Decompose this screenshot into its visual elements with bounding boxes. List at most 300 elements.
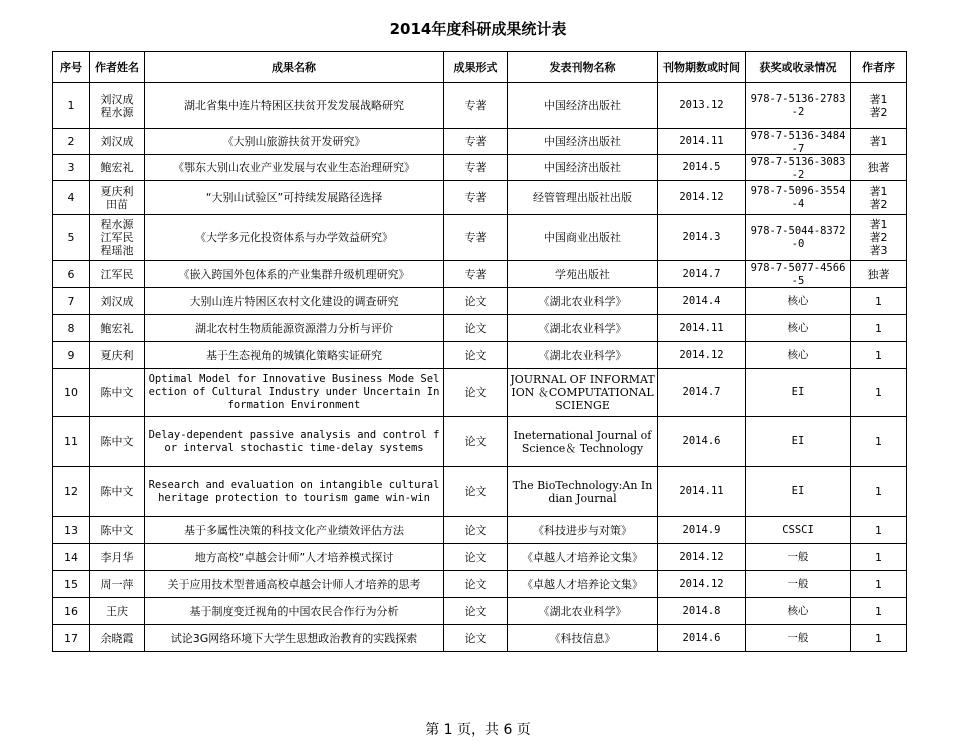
cell-text: 鲍宏礼 xyxy=(100,161,134,174)
table-row xyxy=(53,544,907,571)
date-cell xyxy=(658,517,746,544)
order-cell xyxy=(851,625,907,652)
order-cell xyxy=(851,598,907,625)
form-cell xyxy=(444,544,508,571)
cell-text: 2014.9 xyxy=(682,523,721,536)
form-cell xyxy=(444,181,508,215)
cell-text: 一般 xyxy=(787,631,809,644)
form-cell xyxy=(444,155,508,181)
publication-cell xyxy=(508,517,658,544)
row-number xyxy=(53,129,90,155)
table-row xyxy=(53,129,907,155)
publication-cell xyxy=(508,129,658,155)
award-cell xyxy=(746,369,851,417)
cell-text: 湖北农村生物质能源资源潜力分析与评价 xyxy=(195,321,393,335)
table-row xyxy=(53,598,907,625)
author-cell xyxy=(90,467,145,517)
title-cell xyxy=(145,261,444,288)
title-cell xyxy=(145,467,444,517)
cell-text: 论文 xyxy=(464,523,487,537)
cell-text: 专著 xyxy=(464,99,487,112)
cell-text: 2014.4 xyxy=(682,294,721,307)
cell-text: 1 xyxy=(875,435,882,448)
date-cell xyxy=(658,544,746,571)
table-row xyxy=(53,261,907,288)
cell-text: 3 xyxy=(67,161,75,174)
author-cell xyxy=(90,544,145,571)
cell-text: 2014.11 xyxy=(679,485,724,497)
cell-text: 2014.11 xyxy=(679,135,724,147)
cell-text: The BioTechnology:An Indian Journal xyxy=(512,478,653,505)
cell-text: 2013.12 xyxy=(679,99,724,111)
author-cell xyxy=(90,315,145,342)
cell-text: 6 xyxy=(67,267,75,281)
page-footer: 第 1 页，共 6 页 xyxy=(425,722,531,738)
cell-text: 中国经济出版社 xyxy=(544,135,621,148)
cell-text: 《湖北农业科学》 xyxy=(538,604,627,618)
cell-text: 湖北省集中连片特困区扶贫开发发展战略研究 xyxy=(184,99,404,112)
cell-text: 夏庆利 xyxy=(100,184,134,198)
order-cell xyxy=(851,181,907,215)
cell-text: 7 xyxy=(67,294,75,308)
cell-text: 11 xyxy=(64,435,78,448)
cell-text: 论文 xyxy=(464,577,487,591)
cell-text: 论文 xyxy=(464,348,487,362)
author-cell xyxy=(90,417,145,467)
cell-text: EI xyxy=(791,386,805,398)
cell-text: 978-7-5096-3554-4 xyxy=(750,184,846,210)
cell-text: 5 xyxy=(67,231,75,244)
publication-cell xyxy=(508,155,658,181)
date-cell xyxy=(658,467,746,517)
cell-text: 2 xyxy=(67,135,75,148)
cell-text: 著2 xyxy=(869,197,888,211)
table-row xyxy=(53,417,907,467)
cell-text: 1 xyxy=(875,321,882,335)
title-cell xyxy=(145,83,444,129)
author-cell xyxy=(90,288,145,315)
cell-text: 著1 xyxy=(869,92,888,106)
author-cell xyxy=(90,83,145,129)
cell-text: 1 xyxy=(875,631,882,645)
cell-text: 独著 xyxy=(867,267,890,281)
cell-text: 《卓越人才培养论文集》 xyxy=(522,550,643,564)
cell-text: 《湖北农业科学》 xyxy=(538,294,627,308)
cell-text: 程水源 xyxy=(100,105,134,119)
cell-text: 刘汉成 xyxy=(100,92,134,106)
order-cell xyxy=(851,517,907,544)
cell-text: 论文 xyxy=(464,631,487,645)
title-cell xyxy=(145,369,444,417)
cell-text: 程水源 xyxy=(100,218,134,231)
row-number xyxy=(53,215,90,261)
cell-text: 一般 xyxy=(787,550,809,563)
cell-text: 核心 xyxy=(787,604,809,617)
cell-text: 2014.6 xyxy=(682,631,721,644)
publication-cell xyxy=(508,342,658,369)
date-cell xyxy=(658,598,746,625)
award-cell xyxy=(746,544,851,571)
row-number xyxy=(53,517,90,544)
cell-text: 2014.7 xyxy=(682,386,721,398)
author-cell xyxy=(90,129,145,155)
table-row xyxy=(53,288,907,315)
form-cell xyxy=(444,571,508,598)
form-cell xyxy=(444,342,508,369)
row-number xyxy=(53,261,90,288)
cell-text: 1 xyxy=(875,523,882,537)
cell-text: 江军民 xyxy=(100,231,134,244)
header-cell: 作者序 xyxy=(851,52,907,83)
form-cell xyxy=(444,417,508,467)
cell-text: 2014.12 xyxy=(679,550,724,563)
award-cell xyxy=(746,288,851,315)
author-cell xyxy=(90,181,145,215)
order-cell xyxy=(851,215,907,261)
row-number xyxy=(53,181,90,215)
cell-text: 2014.11 xyxy=(679,321,724,334)
cell-text: CSSCI xyxy=(782,523,814,536)
author-cell xyxy=(90,369,145,417)
cell-text: 地方高校“卓越会计师”人才培养模式探讨 xyxy=(194,550,394,564)
header-cell: 作者姓名 xyxy=(90,52,145,83)
form-cell xyxy=(444,129,508,155)
table-row xyxy=(53,315,907,342)
cell-text: 基于制度变迁视角的中国农民合作行为分析 xyxy=(189,604,399,618)
author-cell xyxy=(90,625,145,652)
date-cell xyxy=(658,571,746,598)
cell-text: Delay-dependent passive analysis and control for interval stochastic time-delay systems xyxy=(148,428,440,454)
title-cell xyxy=(145,544,444,571)
cell-text: 专著 xyxy=(464,161,487,174)
award-cell xyxy=(746,129,851,155)
cell-text: 12 xyxy=(64,485,78,498)
cell-text: 2014.12 xyxy=(679,348,724,361)
cell-text: 中国经济出版社 xyxy=(544,99,621,112)
date-cell xyxy=(658,315,746,342)
publication-cell xyxy=(508,288,658,315)
cell-text: 专著 xyxy=(464,135,487,148)
table-row xyxy=(53,215,907,261)
publication-cell xyxy=(508,571,658,598)
cell-text: 《鄂东大别山农业产业发展与农业生态治理研究》 xyxy=(173,161,415,174)
form-cell xyxy=(444,598,508,625)
cell-text: 《湖北农业科学》 xyxy=(538,348,627,362)
form-cell xyxy=(444,261,508,288)
cell-text: 核心 xyxy=(787,348,809,361)
cell-text: 2014.12 xyxy=(679,191,724,203)
publication-cell xyxy=(508,467,658,517)
cell-text: 基于多属性决策的科技文化产业绩效评估方法 xyxy=(184,523,404,537)
form-cell xyxy=(444,467,508,517)
publication-cell xyxy=(508,544,658,571)
cell-text: 《大别山旅游扶贫开发研究》 xyxy=(222,135,366,148)
author-cell xyxy=(90,517,145,544)
order-cell xyxy=(851,129,907,155)
author-cell xyxy=(90,342,145,369)
order-cell xyxy=(851,417,907,467)
cell-text: 刘汉成 xyxy=(100,135,134,148)
header-cell: 成果形式 xyxy=(444,52,508,83)
author-cell xyxy=(90,155,145,181)
cell-text: 14 xyxy=(64,550,78,564)
cell-text: 论文 xyxy=(464,435,487,448)
row-number xyxy=(53,315,90,342)
title-cell xyxy=(145,417,444,467)
header-row xyxy=(53,52,907,83)
cell-text: 周一萍 xyxy=(100,577,134,591)
award-cell xyxy=(746,215,851,261)
title-cell xyxy=(145,598,444,625)
order-cell xyxy=(851,467,907,517)
cell-text: 2014.7 xyxy=(682,267,721,280)
date-cell xyxy=(658,288,746,315)
cell-text: EI xyxy=(791,485,805,497)
title-cell xyxy=(145,315,444,342)
header-cell: 发表刊物名称 xyxy=(508,52,658,83)
cell-text: 王庆 xyxy=(106,604,128,618)
cell-text: 夏庆利 xyxy=(100,348,134,362)
cell-text: 2014.6 xyxy=(682,435,721,447)
title-cell xyxy=(145,155,444,181)
cell-text: 刘汉成 xyxy=(100,294,134,308)
cell-text: 1 xyxy=(875,348,882,362)
order-cell xyxy=(851,288,907,315)
cell-text: 专著 xyxy=(464,191,487,204)
cell-text: 余晓霞 xyxy=(100,631,134,645)
cell-text: 经管管理出版社出版 xyxy=(533,191,632,204)
title-cell xyxy=(145,215,444,261)
row-number xyxy=(53,598,90,625)
row-number xyxy=(53,625,90,652)
cell-text: 《科技信息》 xyxy=(549,631,616,645)
cell-text: 《科技进步与对策》 xyxy=(533,523,632,537)
cell-text: 论文 xyxy=(464,550,487,564)
author-cell xyxy=(90,598,145,625)
cell-text: 15 xyxy=(64,577,78,591)
cell-text: 专著 xyxy=(464,267,487,281)
cell-text: 一般 xyxy=(787,577,809,590)
cell-text: 关于应用技术型普通高校卓越会计师人才培养的思考 xyxy=(167,577,421,591)
row-number xyxy=(53,467,90,517)
title-cell xyxy=(145,517,444,544)
row-number xyxy=(53,83,90,129)
title-cell xyxy=(145,342,444,369)
cell-text: 著2 xyxy=(869,231,888,244)
row-number xyxy=(53,155,90,181)
cell-text: 试论3G网络环境下大学生思想政治教育的实践探索 xyxy=(170,631,418,645)
author-cell xyxy=(90,261,145,288)
cell-text: 1 xyxy=(875,294,882,308)
award-cell xyxy=(746,571,851,598)
cell-text: 论文 xyxy=(464,386,487,399)
cell-text: 论文 xyxy=(464,294,487,308)
row-number xyxy=(53,417,90,467)
cell-text: 9 xyxy=(67,348,75,362)
order-cell xyxy=(851,315,907,342)
award-cell xyxy=(746,467,851,517)
table-row xyxy=(53,467,907,517)
title-cell xyxy=(145,181,444,215)
cell-text: 4 xyxy=(67,191,75,204)
cell-text: 田苗 xyxy=(106,197,128,211)
cell-text: 1 xyxy=(875,577,882,591)
table-row xyxy=(53,342,907,369)
award-cell xyxy=(746,155,851,181)
cell-text: 论文 xyxy=(464,321,487,335)
order-cell xyxy=(851,83,907,129)
date-cell xyxy=(658,625,746,652)
header-cell: 成果名称 xyxy=(145,52,444,83)
header-cell: 序号 xyxy=(53,52,90,83)
cell-text: 《嵌入跨国外包体系的产业集群升级机理研究》 xyxy=(178,267,410,281)
title-cell xyxy=(145,129,444,155)
cell-text: JOURNAL OF INFORMATION ＆COMPUTATIONAL SCIENGE xyxy=(510,373,655,412)
form-cell xyxy=(444,288,508,315)
header-cell: 获奖或收录情况 xyxy=(746,52,851,83)
table-row xyxy=(53,369,907,417)
order-cell xyxy=(851,261,907,288)
date-cell xyxy=(658,83,746,129)
row-number xyxy=(53,288,90,315)
cell-text: 江军民 xyxy=(100,267,134,281)
cell-text: 2014.5 xyxy=(682,161,721,173)
date-cell xyxy=(658,155,746,181)
cell-text: EI xyxy=(791,435,805,447)
cell-text: 核心 xyxy=(787,294,809,307)
order-cell xyxy=(851,571,907,598)
cell-text: 8 xyxy=(67,321,75,335)
header-cell: 刊物期数或时间 xyxy=(658,52,746,83)
title-cell xyxy=(145,288,444,315)
form-cell xyxy=(444,369,508,417)
cell-text: 1 xyxy=(67,99,75,112)
date-cell xyxy=(658,342,746,369)
table-row xyxy=(53,625,907,652)
cell-text: 10 xyxy=(64,386,78,399)
cell-text: 论文 xyxy=(464,604,487,618)
cell-text: 《湖北农业科学》 xyxy=(538,321,627,335)
cell-text: 17 xyxy=(64,631,78,645)
cell-text: 陈中文 xyxy=(100,485,134,498)
cell-text: 2014.8 xyxy=(682,604,721,617)
cell-text: 著3 xyxy=(869,244,888,257)
row-number xyxy=(53,342,90,369)
form-cell xyxy=(444,83,508,129)
publication-cell xyxy=(508,83,658,129)
award-cell xyxy=(746,625,851,652)
award-cell xyxy=(746,181,851,215)
cell-text: 李月华 xyxy=(100,550,134,564)
award-cell xyxy=(746,517,851,544)
table-row xyxy=(53,83,907,129)
date-cell xyxy=(658,181,746,215)
award-cell xyxy=(746,417,851,467)
cell-text: 978-7-5044-8372-0 xyxy=(750,224,846,250)
award-cell xyxy=(746,598,851,625)
date-cell xyxy=(658,369,746,417)
cell-text: 学苑出版社 xyxy=(555,267,610,281)
table-row xyxy=(53,181,907,215)
row-number xyxy=(53,571,90,598)
publication-cell xyxy=(508,417,658,467)
cell-text: 论文 xyxy=(464,485,487,498)
cell-text: 大别山连片特困区农村文化建设的调查研究 xyxy=(189,294,399,308)
cell-text: 978-7-5077-4566-5 xyxy=(750,261,846,287)
cell-text: 陈中文 xyxy=(100,386,134,399)
table-row xyxy=(53,155,907,181)
cell-text: 16 xyxy=(64,604,78,618)
author-cell xyxy=(90,571,145,598)
award-cell xyxy=(746,342,851,369)
title-cell xyxy=(145,571,444,598)
results-table xyxy=(52,51,907,652)
order-cell xyxy=(851,155,907,181)
cell-text: 1 xyxy=(875,604,882,618)
order-cell xyxy=(851,369,907,417)
publication-cell xyxy=(508,625,658,652)
cell-text: 《卓越人才培养论文集》 xyxy=(522,577,643,591)
cell-text: Research and evaluation on intangible cultural heritage protection to tourism game win-win xyxy=(148,478,440,504)
cell-text: 1 xyxy=(875,550,882,564)
cell-text: 13 xyxy=(64,523,78,537)
cell-text: Optimal Model for Innovative Business Mode Selection of Cultural Industry under Uncertain Information Environment xyxy=(148,373,440,411)
cell-text: 2014.3 xyxy=(682,231,721,243)
cell-text: 中国经济出版社 xyxy=(544,161,621,174)
cell-text: 程瑶池 xyxy=(100,244,134,257)
date-cell xyxy=(658,261,746,288)
cell-text: 978-7-5136-2783-2 xyxy=(750,92,846,118)
cell-text: 978-7-5136-3083-2 xyxy=(750,155,846,180)
cell-text: 鲍宏礼 xyxy=(100,321,134,335)
cell-text: 《大学多元化投资体系与办学效益研究》 xyxy=(195,231,393,244)
cell-text: 著1 xyxy=(869,184,888,198)
order-cell xyxy=(851,544,907,571)
form-cell xyxy=(444,517,508,544)
date-cell xyxy=(658,129,746,155)
cell-text: 1 xyxy=(875,485,882,498)
publication-cell xyxy=(508,369,658,417)
form-cell xyxy=(444,215,508,261)
table-row xyxy=(53,517,907,544)
cell-text: 著1 xyxy=(869,135,888,148)
form-cell xyxy=(444,315,508,342)
cell-text: 核心 xyxy=(787,321,809,334)
cell-text: 陈中文 xyxy=(100,435,134,448)
author-cell xyxy=(90,215,145,261)
table-row xyxy=(53,571,907,598)
publication-cell xyxy=(508,315,658,342)
title-cell xyxy=(145,625,444,652)
award-cell xyxy=(746,83,851,129)
publication-cell xyxy=(508,181,658,215)
cell-text: Ineternational Journal of Science＆ Technology xyxy=(513,428,652,455)
cell-text: 中国商业出版社 xyxy=(544,231,621,244)
cell-text: 2014.12 xyxy=(679,577,724,590)
cell-text: 基于生态视角的城镇化策略实证研究 xyxy=(206,348,382,362)
publication-cell xyxy=(508,215,658,261)
award-cell xyxy=(746,261,851,288)
publication-cell xyxy=(508,261,658,288)
cell-text: 978-7-5136-3484-7 xyxy=(750,129,846,154)
cell-text: 陈中文 xyxy=(100,523,134,537)
award-cell xyxy=(746,315,851,342)
form-cell xyxy=(444,625,508,652)
date-cell xyxy=(658,215,746,261)
cell-text: 著1 xyxy=(869,218,888,231)
cell-text: “大别山试验区”可持续发展路径选择 xyxy=(205,191,383,204)
page-title: 2014年度科研成果统计表 xyxy=(389,20,567,38)
